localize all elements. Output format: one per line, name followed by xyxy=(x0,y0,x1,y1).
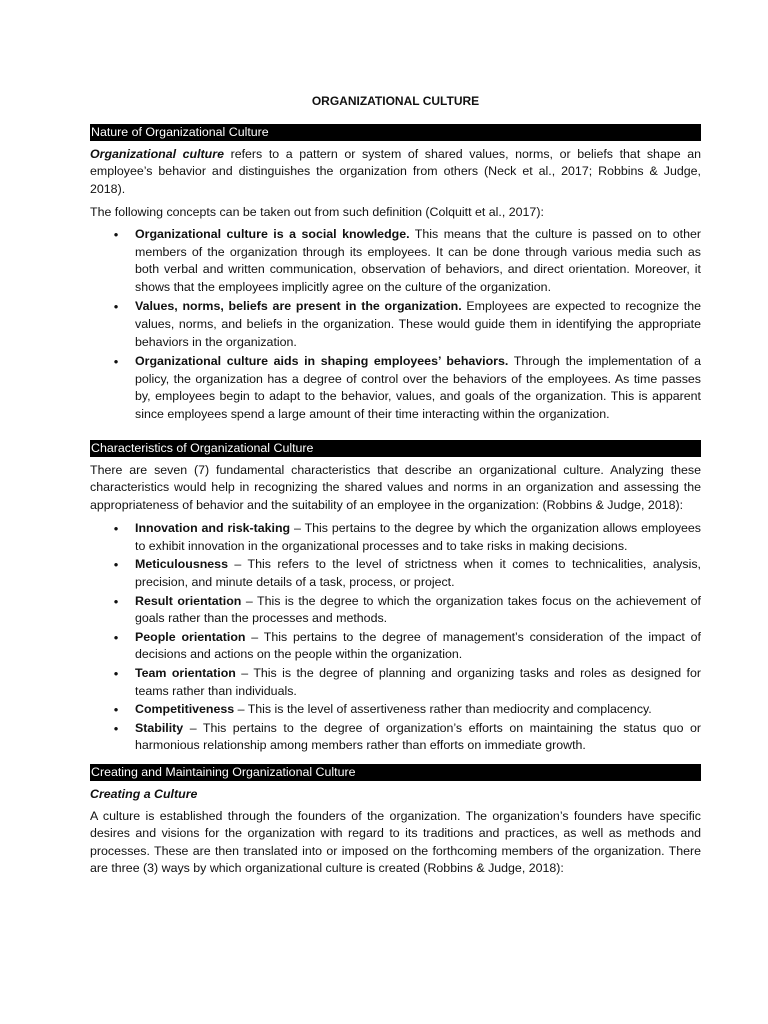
bullet-icon: • xyxy=(113,629,119,645)
definition-term: Organizational culture xyxy=(90,146,224,161)
bullet-icon: • xyxy=(113,557,119,573)
bullet-icon: • xyxy=(113,702,119,718)
document-page xyxy=(90,93,701,884)
section-heading-creating-maintaining: Creating and Maintaining Organizational Culture xyxy=(90,764,701,781)
characteristic-term: Result orientation xyxy=(135,593,242,608)
bullet-icon: • xyxy=(113,521,119,537)
subheading-creating-culture: Creating a Culture xyxy=(90,787,198,801)
characteristic-term: People orientation xyxy=(135,629,246,644)
creating-culture-paragraph: A culture is established through the founders of the organization. The organization’s founders have specific desires and visions for the organization with regard to its traditions and practices, as well as methods and processes. These are then translated into or imposed on the forthcoming members of the organization. There are three (3) ways by which organizational culture is created (Robbins & Judge, 2018): xyxy=(90,808,701,876)
characteristic-text: – This is the level of assertiveness rather than mediocrity and complacency. xyxy=(234,702,652,717)
characteristic-text: – This is the degree of planning and organizing tasks and roles as designed for teams rather than individuals. xyxy=(135,666,701,698)
list-item xyxy=(90,520,701,555)
characteristic-text: – This refers to the level of strictness when it comes to technicalities, analysis, precision, and minute details of a task, process, or project. xyxy=(135,557,701,590)
definition-text: refers to a pattern or system of shared values, norms, or beliefs that shape an employee’s behavior and distinguishes the organization from others (Neck et al., 2017; Robbins & Judge, 2018). xyxy=(90,146,701,196)
characteristic-text: – This pertains to the degree by which the organization allows employees to exhibit innovation in the organizational processes and to take risks in making decisions. xyxy=(135,521,701,553)
characteristic-term: Stability xyxy=(135,720,184,735)
section-heading-nature: Nature of Organizational Culture xyxy=(90,124,701,141)
bullet-icon: • xyxy=(113,299,119,315)
concept-term: Values, norms, beliefs are present in the organization. xyxy=(135,299,462,314)
section-heading-characteristics: Characteristics of Organizational Culture xyxy=(90,440,701,457)
concept-text: This means that the culture is passed on to other members of the organization through its employees. It can be done through various media such as both verbal and written communication, observation of behaviors, and direct orientation. Moreover, it shows that the employees implicitly agree on the culture of the organization. xyxy=(135,226,701,294)
list-item xyxy=(90,629,701,664)
concept-term: Organizational culture is a social knowledge. xyxy=(135,226,410,241)
characteristics-intro: There are seven (7) fundamental characteristics that describe an organizational culture. Analyzing these characteristics would help in recognizing the shared values and norms in an organization and assessing the appropriateness of behavior and the suitability of an employee in the organization: (Robbins & Judge, 2018): xyxy=(90,462,701,512)
characteristic-term: Competitiveness xyxy=(135,702,235,717)
characteristic-term: Team orientation xyxy=(135,666,236,681)
characteristic-term: Meticulousness xyxy=(135,557,228,572)
concept-text: Through the implementation of a policy, the organization has a degree of control over the behaviors of the employees. As time passes by, employees begin to adapt to the behavior, values, and goals of the organization. This is apparent since employees spend a large amount of their time interacting within the organization. xyxy=(135,354,701,421)
list-item xyxy=(90,353,701,423)
definition-paragraph xyxy=(90,146,701,199)
bullet-icon: • xyxy=(113,666,119,682)
characteristics-list xyxy=(90,520,701,755)
concepts-lead-text: The following concepts can be taken out from such definition (Colquitt et al., 2017): xyxy=(90,205,544,220)
list-item xyxy=(90,226,701,296)
bullet-icon: • xyxy=(113,354,119,370)
concept-text: Employees are expected to recognize the values, norms, and beliefs in the organization. These would guide them in identifying the appropriate behaviors in the organization. xyxy=(135,299,701,349)
list-item xyxy=(90,556,701,591)
bullet-icon: • xyxy=(113,720,119,736)
bullet-icon: • xyxy=(113,593,119,609)
bullet-icon: • xyxy=(113,226,119,242)
list-item xyxy=(90,701,701,719)
concepts-list xyxy=(90,226,701,424)
document-title: ORGANIZATIONAL CULTURE xyxy=(311,94,480,108)
list-item xyxy=(90,593,701,628)
list-item xyxy=(90,665,701,700)
characteristic-text: – This is the degree to which the organization takes focus on the achievement of goals rather than the processes and methods. xyxy=(135,593,701,626)
concept-term: Organizational culture aids in shaping employees’ behaviors. xyxy=(135,354,509,369)
list-item xyxy=(90,720,701,755)
list-item xyxy=(90,298,701,351)
characteristic-text: – This pertains to the degree of management’s consideration of the impact of decisions and actions on the people within the organization. xyxy=(135,629,701,662)
characteristic-text: – This pertains to the degree of organization’s efforts on maintaining the status quo or harmonious relationship among members rather than efforts on immediate growth. xyxy=(135,720,701,753)
characteristic-term: Innovation and risk-taking xyxy=(135,521,291,536)
